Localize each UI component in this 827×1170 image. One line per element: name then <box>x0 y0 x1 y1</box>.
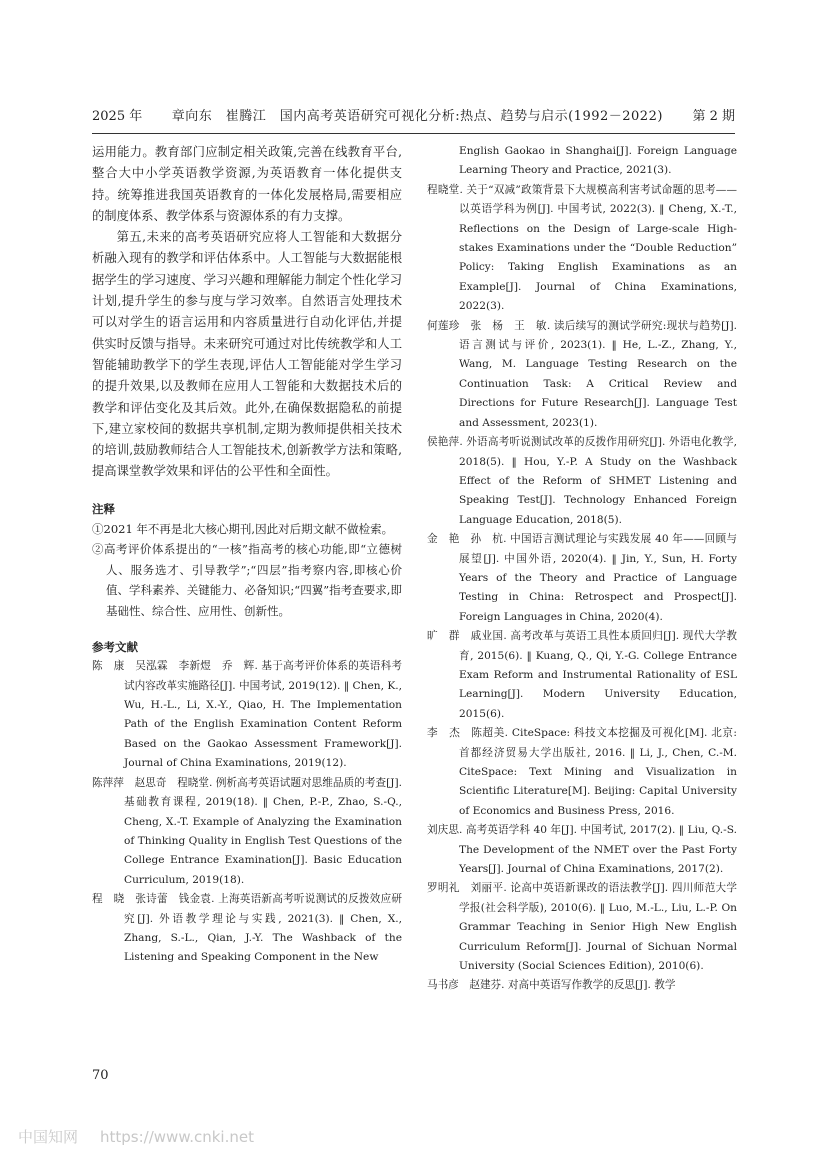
header-rule <box>92 133 735 134</box>
reference-item: 程晓堂. 关于“双减”政策背景下大规模高利害考试命题的思考——以英语学科为例[J]. 中国考试, 2022(3). ‖ Cheng, X.-T., Reflections on the Design of Large-scale High-stakes Examinations under the “Double Reduction” Policy: Taking English Examinations as an Example[J]. Journal of China Examinations, 2022(3). <box>427 183 737 313</box>
page-number: 70 <box>92 1068 109 1083</box>
header-issue: 第 2 期 <box>692 109 735 124</box>
header-year: 2025 年 <box>92 109 143 124</box>
reference-item: 侯艳萍. 外语高考听说测试改革的反拨作用研究[J]. 外语电化教学, 2018(5). ‖ Hou, Y.-P. A Study on the Washback Effect of the Reform of SHMET Listening and Speaking Test[J]. Technology Enhanced Foreign Language Education, 2018(5). <box>427 436 737 526</box>
body-paragraph: 运用能力。教育部门应制定相关政策,完善在线教育平台,整合大中小学英语教学资源,为英语教育一体化提供支持。统筹推进我国英语教育的一体化发展格局,需要相应的制度体系、教学体系与资源体系的有力支撑。 <box>92 145 402 223</box>
note-item: ①2021 年不再是北大核心期刊,因此对后期文献不做检索。 <box>92 521 394 536</box>
watermark-logo: 中国知网 <box>18 1128 79 1146</box>
reference-item: 旷 群 戚业国. 高考改革与英语工具性本质回归[J]. 现代大学教育, 2015(6). ‖ Kuang, Q., Qi, Y.-G. College Entrance Exam Reform and Instrumental Rationality of ESL Learning[J]. Modern University Education, 2015(6). <box>427 630 737 720</box>
running-header <box>92 105 735 124</box>
watermark-url: https://www.cnki.net <box>100 1128 254 1146</box>
header-article-title: 章向东 崔腾江 国内高考英语研究可视化分析:热点、趋势与启示(1992－2022) <box>171 109 663 124</box>
cnki-watermark <box>18 1126 254 1147</box>
reference-item: 何莲珍 张 杨 王 敏. 读后续写的测试学研究:现状与趋势[J]. 语言测试与评价, 2023(1). ‖ He, L.-Z., Zhang, Y., Wang, M. Language Testing Research on the Continuation Task: A Critical Review and Directions for Future Research[J]. Language Test and Assessment, 2023(1). <box>427 319 737 429</box>
reference-item: 陈 康 吴泓霖 李新煜 乔 辉. 基于高考评价体系的英语科考试内容改革实施路径[J]. 中国考试, 2019(12). ‖ Chen, K., Wu, H.-L., Li, X.-Y., Qiao, H. The Implementation Path of the English Examination Content Reform Based on the Gaokao Assessment Framework[J]. Journal of China Examinations, 2019(12). <box>92 660 402 770</box>
reference-item: 程 晓 张诗蕾 钱金袁. 上海英语新高考听说测试的反拨效应研究[J]. 外语教学理论与实践, 2021(3). ‖ Chen, X., Zhang, S.-L., Qian, J.-Y. The Washback of the Listening and Speaking Component in the New <box>92 893 402 964</box>
reference-item: 罗明礼 刘丽平. 论高中英语新课改的语法教学[J]. 四川师范大学学报(社会科学版), 2010(6). ‖ Luo, M.-L., Liu, L.-P. On Grammar Teaching in Senior High New English Curriculum Reform[J]. Journal of Sichuan Normal University (Social Sciences Edition), 2010(6). <box>427 882 737 973</box>
reference-item: 李 杰 陈超美. CiteSpace: 科技文本挖掘及可视化[M]. 北京: 首都经济贸易大学出版社, 2016. ‖ Li, J., Chen, C.-M. CiteSpace: Text Mining and Visualization in Scientific Literature[M]. Beijing: Capital University of Economics and Business Press, 2016. <box>427 727 737 817</box>
left-column <box>92 142 402 968</box>
reference-item: 金 艳 孙 杭. 中国语言测试理论与实践发展 40 年——回顾与展望[J]. 中国外语, 2020(4). ‖ Jin, Y., Sun, H. Forty Years of the Theory and Practice of Language Testing in China: Retrospect and Prospect[J]. Foreign Languages in China, 2020(4). <box>427 533 737 623</box>
reference-item: 刘庆思. 高考英语学科 40 年[J]. 中国考试, 2017(2). ‖ Liu, Q.-S. The Development of the NMET over the Past Forty Years[J]. Journal of China Examinations, 2017(2). <box>427 824 737 876</box>
body-paragraph: 第五,未来的高考英语研究应将人工智能和大数据分析融入现有的教学和评估体系中。人工智能与大数据能根据学生的学习速度、学习兴趣和理解能力制定个性化学习计划,提升学生的参与度与学习效率。自然语言处理技术可以对学生的语言运用和内容质量进行自动化评估,并提供实时反馈与指导。未来研究可通过对比传统教学和人工智能辅助教学下的学生表现,评估人工智能能对学生学习的提升效果,以及教师在应用人工智能和大数据技术后的教学和评估变化及其后效。此外,在确保数据隐私的前提下,建立家校间的数据共享机制,定期为教师提供相关技术的培训,鼓励教师结合人工智能技术,创新教学方法和策略,提高课堂教学效果和评估的公平性和全面性。 <box>92 230 402 479</box>
note-item: ②高考评价体系提出的“一核”指高考的核心功能,即“立德树人、服务选才、引导教学”;“四层”指考察内容,即核心价值、学科素养、关键能力、必备知识;“四翼”指考查要求,即基础性、综合性、应用性、创新性。 <box>92 542 402 618</box>
references-heading: 参考文献 <box>92 640 138 655</box>
reference-item: 陈萍萍 赵思奇 程晓堂. 例析高考英语试题对思维品质的考查[J]. 基础教育课程, 2019(18). ‖ Chen, P.-P., Zhao, S.-Q., Cheng, X.-T. Example of Analyzing the Examination of Thinking Quality in English Test Questions of the College Entrance Examination[J]. Basic Education Curriculum, 2019(18). <box>92 776 402 886</box>
right-column <box>427 142 737 996</box>
notes-heading: 注释 <box>92 501 115 516</box>
reference-item: 马书彦 赵建芬. 对高中英语写作教学的反思[J]. 教学 <box>427 979 676 992</box>
reference-continuation: English Gaokao in Shanghai[J]. Foreign Language Learning Theory and Practice, 2021(3). <box>459 145 737 177</box>
